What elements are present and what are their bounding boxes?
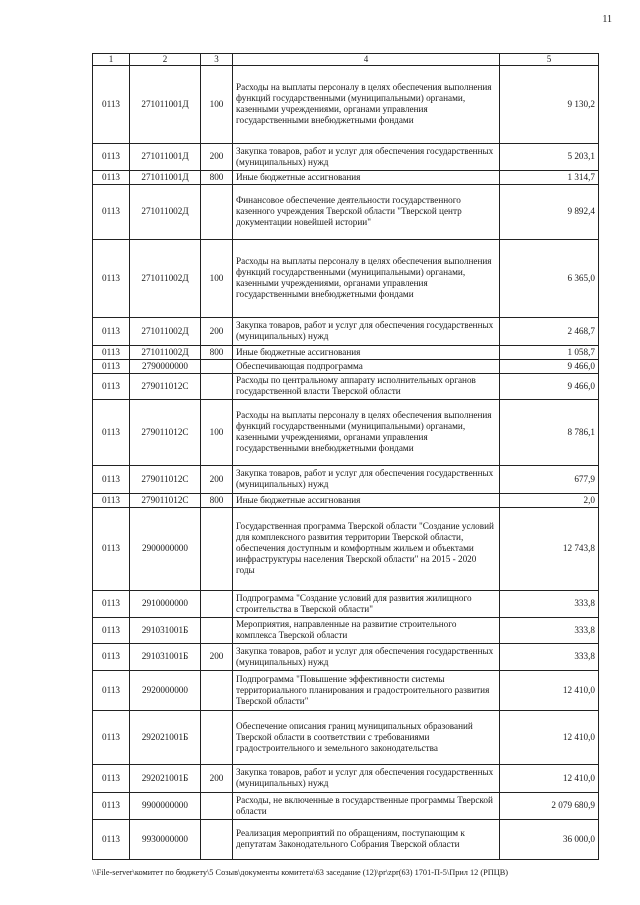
section-code-cell: 0113 <box>93 399 130 465</box>
expense-type-cell: 800 <box>201 493 233 507</box>
amount-cell: 8 786,1 <box>500 399 599 465</box>
expense-type-cell <box>201 670 233 710</box>
amount-cell: 36 000,0 <box>500 819 599 859</box>
description-cell: Иные бюджетные ассигнования <box>233 493 500 507</box>
description-cell: Реализация мероприятий по обращениям, поступающим к депутатам Законодательного Собрания Тверской области <box>233 819 500 859</box>
table-row <box>93 399 599 465</box>
target-article-cell: 279011012С <box>130 465 201 493</box>
table-row <box>93 507 599 590</box>
table-row <box>93 643 599 670</box>
section-code-cell: 0113 <box>93 590 130 617</box>
target-article-cell: 279011012С <box>130 493 201 507</box>
target-article-cell: 271011002Д <box>130 184 201 239</box>
expense-type-cell <box>201 819 233 859</box>
table-row <box>93 373 599 399</box>
expense-type-cell <box>201 373 233 399</box>
amount-cell: 9 466,0 <box>500 373 599 399</box>
expense-type-cell: 800 <box>201 170 233 184</box>
table-row <box>93 345 599 359</box>
expense-type-cell <box>201 710 233 764</box>
section-code-cell: 0113 <box>93 184 130 239</box>
section-code-cell: 0113 <box>93 65 130 143</box>
table-row <box>93 239 599 317</box>
file-path-footer: \\File-server\комитет по бюджету\5 Созыв\документы комитета\63 заседание (12)\pr\zpr(63) 1701-П-5\Прил 12 (РПЦВ) <box>92 868 509 877</box>
table-row <box>93 590 599 617</box>
target-article-cell: 271011002Д <box>130 317 201 345</box>
amount-cell: 12 410,0 <box>500 710 599 764</box>
section-code-cell: 0113 <box>93 764 130 792</box>
amount-cell: 1 058,7 <box>500 345 599 359</box>
target-article-cell: 9930000000 <box>130 819 201 859</box>
expense-type-cell <box>201 590 233 617</box>
table-row <box>93 143 599 170</box>
description-cell: Иные бюджетные ассигнования <box>233 170 500 184</box>
description-cell: Расходы, не включенные в государственные программы Тверской области <box>233 792 500 819</box>
section-code-cell: 0113 <box>93 819 130 859</box>
section-code-cell: 0113 <box>93 170 130 184</box>
header-col-1: 1 <box>93 54 130 66</box>
target-article-cell: 292021001Б <box>130 710 201 764</box>
description-cell: Закупка товаров, работ и услуг для обеспечения государственных (муниципальных) нужд <box>233 317 500 345</box>
description-cell: Закупка товаров, работ и услуг для обеспечения государственных (муниципальных) нужд <box>233 764 500 792</box>
section-code-cell: 0113 <box>93 143 130 170</box>
description-cell: Расходы на выплаты персоналу в целях обеспечения выполнения функций государственными (муниципальными) органами, казенными учреждениями, органами управления государственными внебюджетными фондами <box>233 239 500 317</box>
section-code-cell: 0113 <box>93 359 130 373</box>
expense-type-cell <box>201 792 233 819</box>
header-col-2: 2 <box>130 54 201 66</box>
target-article-cell: 271011001Д <box>130 65 201 143</box>
expense-type-cell <box>201 184 233 239</box>
section-code-cell: 0113 <box>93 792 130 819</box>
description-cell: Обеспечивающая подпрограмма <box>233 359 500 373</box>
expense-type-cell: 100 <box>201 399 233 465</box>
expense-type-cell: 100 <box>201 239 233 317</box>
amount-cell: 2,0 <box>500 493 599 507</box>
amount-cell: 9 892,4 <box>500 184 599 239</box>
expense-type-cell <box>201 617 233 643</box>
target-article-cell: 2920000000 <box>130 670 201 710</box>
table-row <box>93 465 599 493</box>
amount-cell: 6 365,0 <box>500 239 599 317</box>
expense-type-cell: 200 <box>201 317 233 345</box>
expense-type-cell: 200 <box>201 764 233 792</box>
header-col-5: 5 <box>500 54 599 66</box>
header-col-3: 3 <box>201 54 233 66</box>
section-code-cell: 0113 <box>93 239 130 317</box>
expense-type-cell <box>201 359 233 373</box>
target-article-cell: 9900000000 <box>130 792 201 819</box>
header-row <box>93 54 599 66</box>
target-article-cell: 2900000000 <box>130 507 201 590</box>
section-code-cell: 0113 <box>93 507 130 590</box>
description-cell: Государственная программа Тверской области "Создание условий для комплексного развития территории Тверской области, обеспечения доступным и комфортным жильем и объектами инфраструктуры населения Тверской области" на 2015 - 2020 годы <box>233 507 500 590</box>
table-row <box>93 65 599 143</box>
description-cell: Закупка товаров, работ и услуг для обеспечения государственных (муниципальных) нужд <box>233 643 500 670</box>
table-row <box>93 359 599 373</box>
target-article-cell: 271011002Д <box>130 345 201 359</box>
amount-cell: 12 410,0 <box>500 764 599 792</box>
target-article-cell: 292021001Б <box>130 764 201 792</box>
amount-cell: 2 079 680,9 <box>500 792 599 819</box>
amount-cell: 2 468,7 <box>500 317 599 345</box>
budget-table <box>92 53 599 860</box>
table-row <box>93 670 599 710</box>
table-row <box>93 170 599 184</box>
amount-cell: 677,9 <box>500 465 599 493</box>
page-number: 11 <box>602 14 612 25</box>
amount-cell: 12 410,0 <box>500 670 599 710</box>
description-cell: Мероприятия, направленные на развитие строительного комплекса Тверской области <box>233 617 500 643</box>
amount-cell: 1 314,7 <box>500 170 599 184</box>
section-code-cell: 0113 <box>93 670 130 710</box>
table-row <box>93 819 599 859</box>
table-row <box>93 317 599 345</box>
amount-cell: 5 203,1 <box>500 143 599 170</box>
section-code-cell: 0113 <box>93 617 130 643</box>
target-article-cell: 279011012С <box>130 399 201 465</box>
section-code-cell: 0113 <box>93 465 130 493</box>
section-code-cell: 0113 <box>93 317 130 345</box>
section-code-cell: 0113 <box>93 643 130 670</box>
section-code-cell: 0113 <box>93 373 130 399</box>
table-row <box>93 184 599 239</box>
target-article-cell: 2910000000 <box>130 590 201 617</box>
expense-type-cell: 200 <box>201 643 233 670</box>
description-cell: Закупка товаров, работ и услуг для обеспечения государственных (муниципальных) нужд <box>233 465 500 493</box>
amount-cell: 9 130,2 <box>500 65 599 143</box>
target-article-cell: 271011002Д <box>130 239 201 317</box>
target-article-cell: 279011012С <box>130 373 201 399</box>
table-row <box>93 493 599 507</box>
description-cell: Подпрограмма "Повышение эффективности системы территориального планирования и градостроительного развития Тверской области" <box>233 670 500 710</box>
table-row <box>93 764 599 792</box>
amount-cell: 333,8 <box>500 590 599 617</box>
target-article-cell: 291031001Б <box>130 617 201 643</box>
description-cell: Расходы на выплаты персоналу в целях обеспечения выполнения функций государственными (муниципальными) органами, казенными учреждениями, органами управления государственными внебюджетными фондами <box>233 399 500 465</box>
description-cell: Иные бюджетные ассигнования <box>233 345 500 359</box>
section-code-cell: 0113 <box>93 710 130 764</box>
description-cell: Финансовое обеспечение деятельности государственного казенного учреждения Тверской области "Тверской центр документации новейшей истории" <box>233 184 500 239</box>
expense-type-cell <box>201 507 233 590</box>
section-code-cell: 0113 <box>93 493 130 507</box>
target-article-cell: 271011001Д <box>130 143 201 170</box>
amount-cell: 9 466,0 <box>500 359 599 373</box>
target-article-cell: 2790000000 <box>130 359 201 373</box>
amount-cell: 12 743,8 <box>500 507 599 590</box>
target-article-cell: 291031001Б <box>130 643 201 670</box>
target-article-cell: 271011001Д <box>130 170 201 184</box>
description-cell: Закупка товаров, работ и услуг для обеспечения государственных (муниципальных) нужд <box>233 143 500 170</box>
expense-type-cell: 100 <box>201 65 233 143</box>
description-cell: Расходы на выплаты персоналу в целях обеспечения выполнения функций государственными (муниципальными) органами, казенными учреждениями, органами управления государственными внебюджетными фондами <box>233 65 500 143</box>
amount-cell: 333,8 <box>500 617 599 643</box>
amount-cell: 333,8 <box>500 643 599 670</box>
header-col-4: 4 <box>233 54 500 66</box>
expense-type-cell: 800 <box>201 345 233 359</box>
table-row <box>93 710 599 764</box>
expense-type-cell: 200 <box>201 143 233 170</box>
table-row <box>93 792 599 819</box>
description-cell: Расходы по центральному аппарату исполнительных органов государственной власти Тверской области <box>233 373 500 399</box>
table-row <box>93 617 599 643</box>
description-cell: Обеспечение описания границ муниципальных образований Тверской области в соответствии с требованиями градостроительного и земельного законодательства <box>233 710 500 764</box>
expense-type-cell: 200 <box>201 465 233 493</box>
description-cell: Подпрограмма "Создание условий для развития жилищного строительства в Тверской области" <box>233 590 500 617</box>
section-code-cell: 0113 <box>93 345 130 359</box>
